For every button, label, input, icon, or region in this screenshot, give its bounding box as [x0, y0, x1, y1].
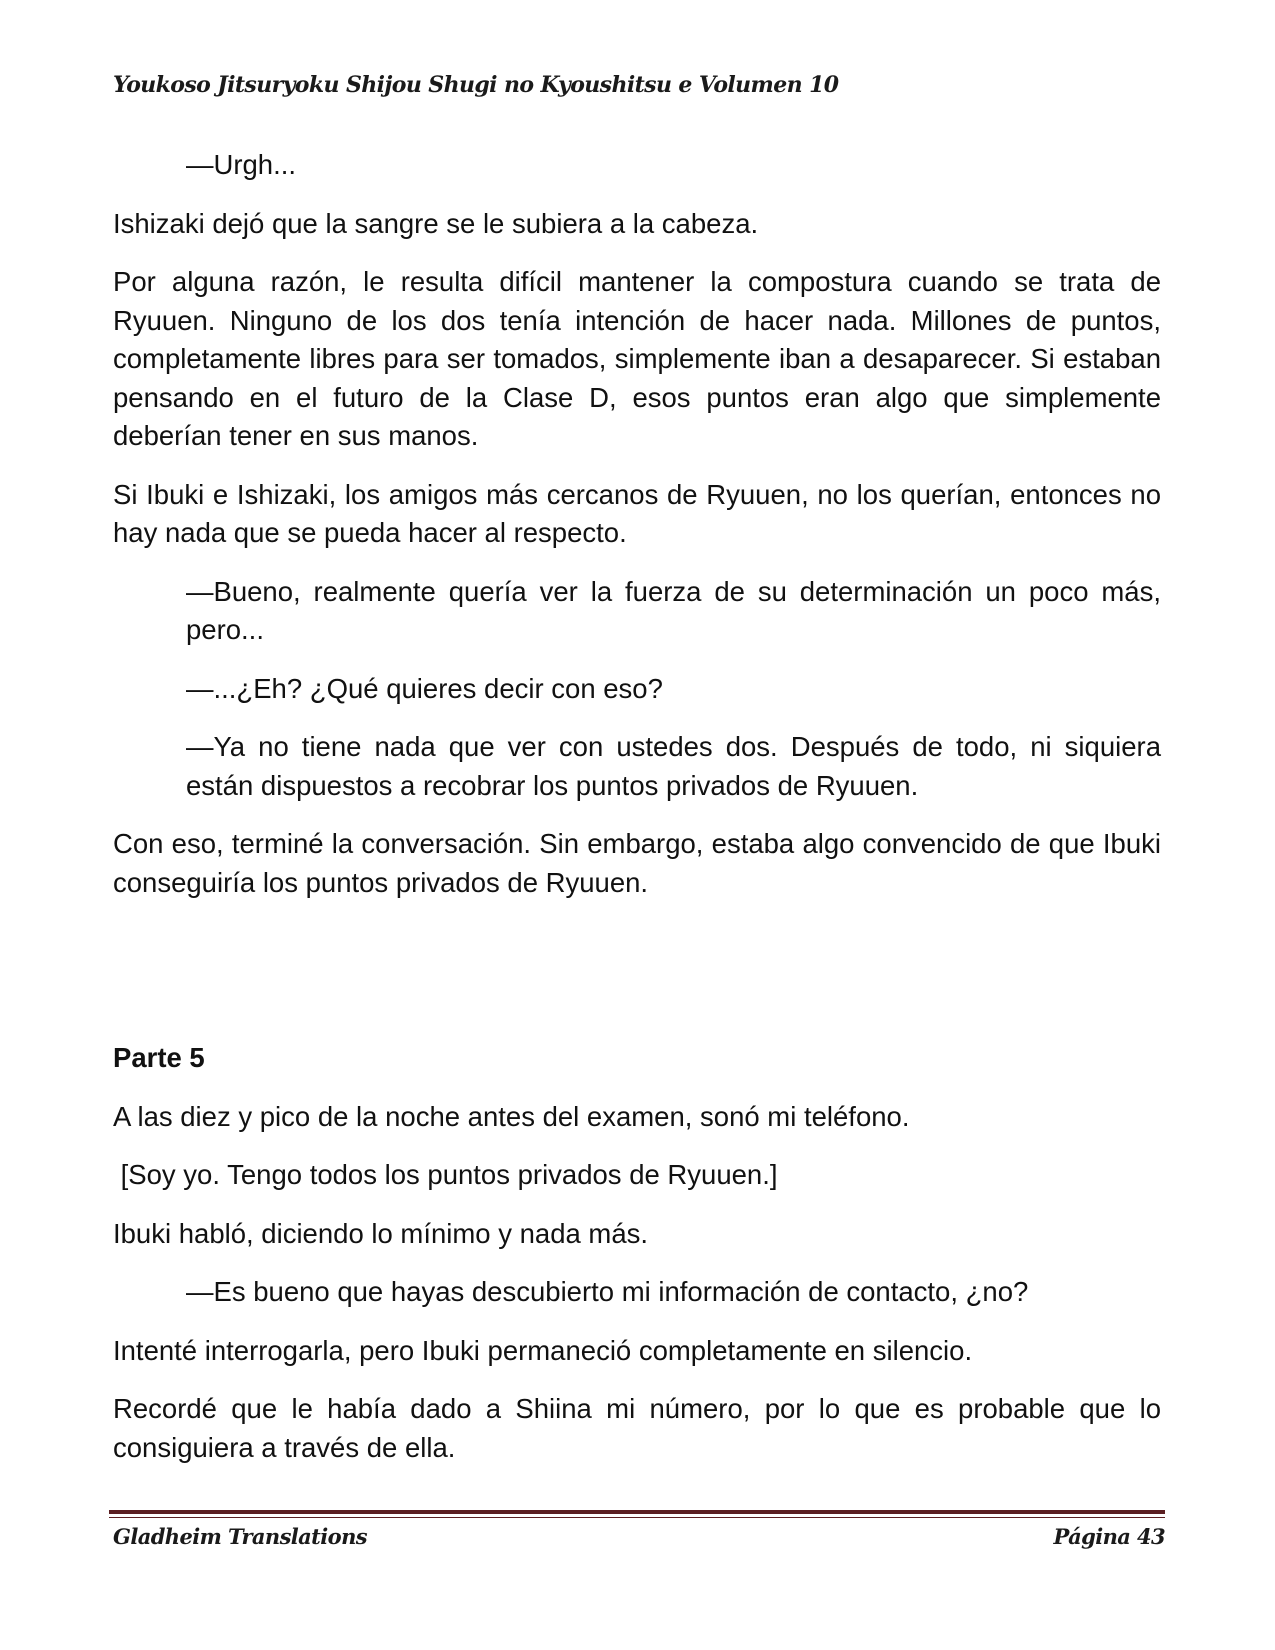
- narration-paragraph: Si Ibuki e Ishizaki, los amigos más cercanos de Ryuuen, no los querían, entonces no hay nada que se pueda hacer al respecto.: [113, 478, 1161, 548]
- narration-paragraph: Con eso, terminé la conversación. Sin embargo, estaba algo convencido de que Ibuki conseguiría los puntos privados de Ryuuen.: [113, 828, 1161, 898]
- narration-paragraph: A las diez y pico de la noche antes del examen, sonó mi teléfono.: [113, 1100, 910, 1132]
- narration-paragraph: Intenté interrogarla, pero Ibuki permaneció completamente en silencio.: [113, 1334, 973, 1366]
- footer-divider-thin: [109, 1517, 1165, 1518]
- phone-message-paragraph: [Soy yo. Tengo todos los puntos privados de Ryuuen.]: [113, 1159, 778, 1190]
- footer-page-number: Página 43: [1053, 1524, 1165, 1549]
- dialogue-paragraph: —Es bueno que hayas descubierto mi información de contacto, ¿no?: [186, 1276, 1029, 1307]
- narration-paragraph: Por alguna razón, le resulta difícil mantener la compostura cuando se trata de Ryuuen. Ninguno de los dos tenía intención de hacer nada. Millones de puntos, completamente libres para ser tomados, simplemente iban a desaparecer. Si estaban pensando en el futuro de la Clase D, esos puntos eran algo que simplemente deberían tener en sus manos.: [113, 266, 1161, 451]
- narration-paragraph: Ibuki habló, diciendo lo mínimo y nada más.: [113, 1217, 649, 1249]
- dialogue-paragraph: —...¿Eh? ¿Qué quieres decir con eso?: [186, 672, 663, 704]
- page-header-title: Youkoso Jitsuryoku Shijou Shugi no Kyoushitsu e Volumen 10: [113, 72, 839, 98]
- footer-divider-thick: [109, 1510, 1165, 1514]
- dialogue-paragraph: —Bueno, realmente quería ver la fuerza de su determinación un poco más, pero...: [186, 575, 1161, 645]
- dialogue-paragraph: —Ya no tiene nada que ver con ustedes dos. Después de todo, ni siquiera están dispuestos a recobrar los puntos privados de Ryuuen.: [186, 731, 1161, 801]
- footer-translator-credit: Gladheim Translations: [113, 1524, 367, 1549]
- narration-paragraph: Recordé que le había dado a Shiina mi número, por lo que es probable que lo consiguiera a través de ella.: [113, 1393, 1161, 1463]
- narration-paragraph: Ishizaki dejó que la sangre se le subiera a la cabeza.: [113, 207, 759, 239]
- page-body: [113, 146, 1161, 1487]
- dialogue-paragraph: —Urgh...: [186, 149, 297, 180]
- section-heading: Parte 5: [113, 1042, 205, 1073]
